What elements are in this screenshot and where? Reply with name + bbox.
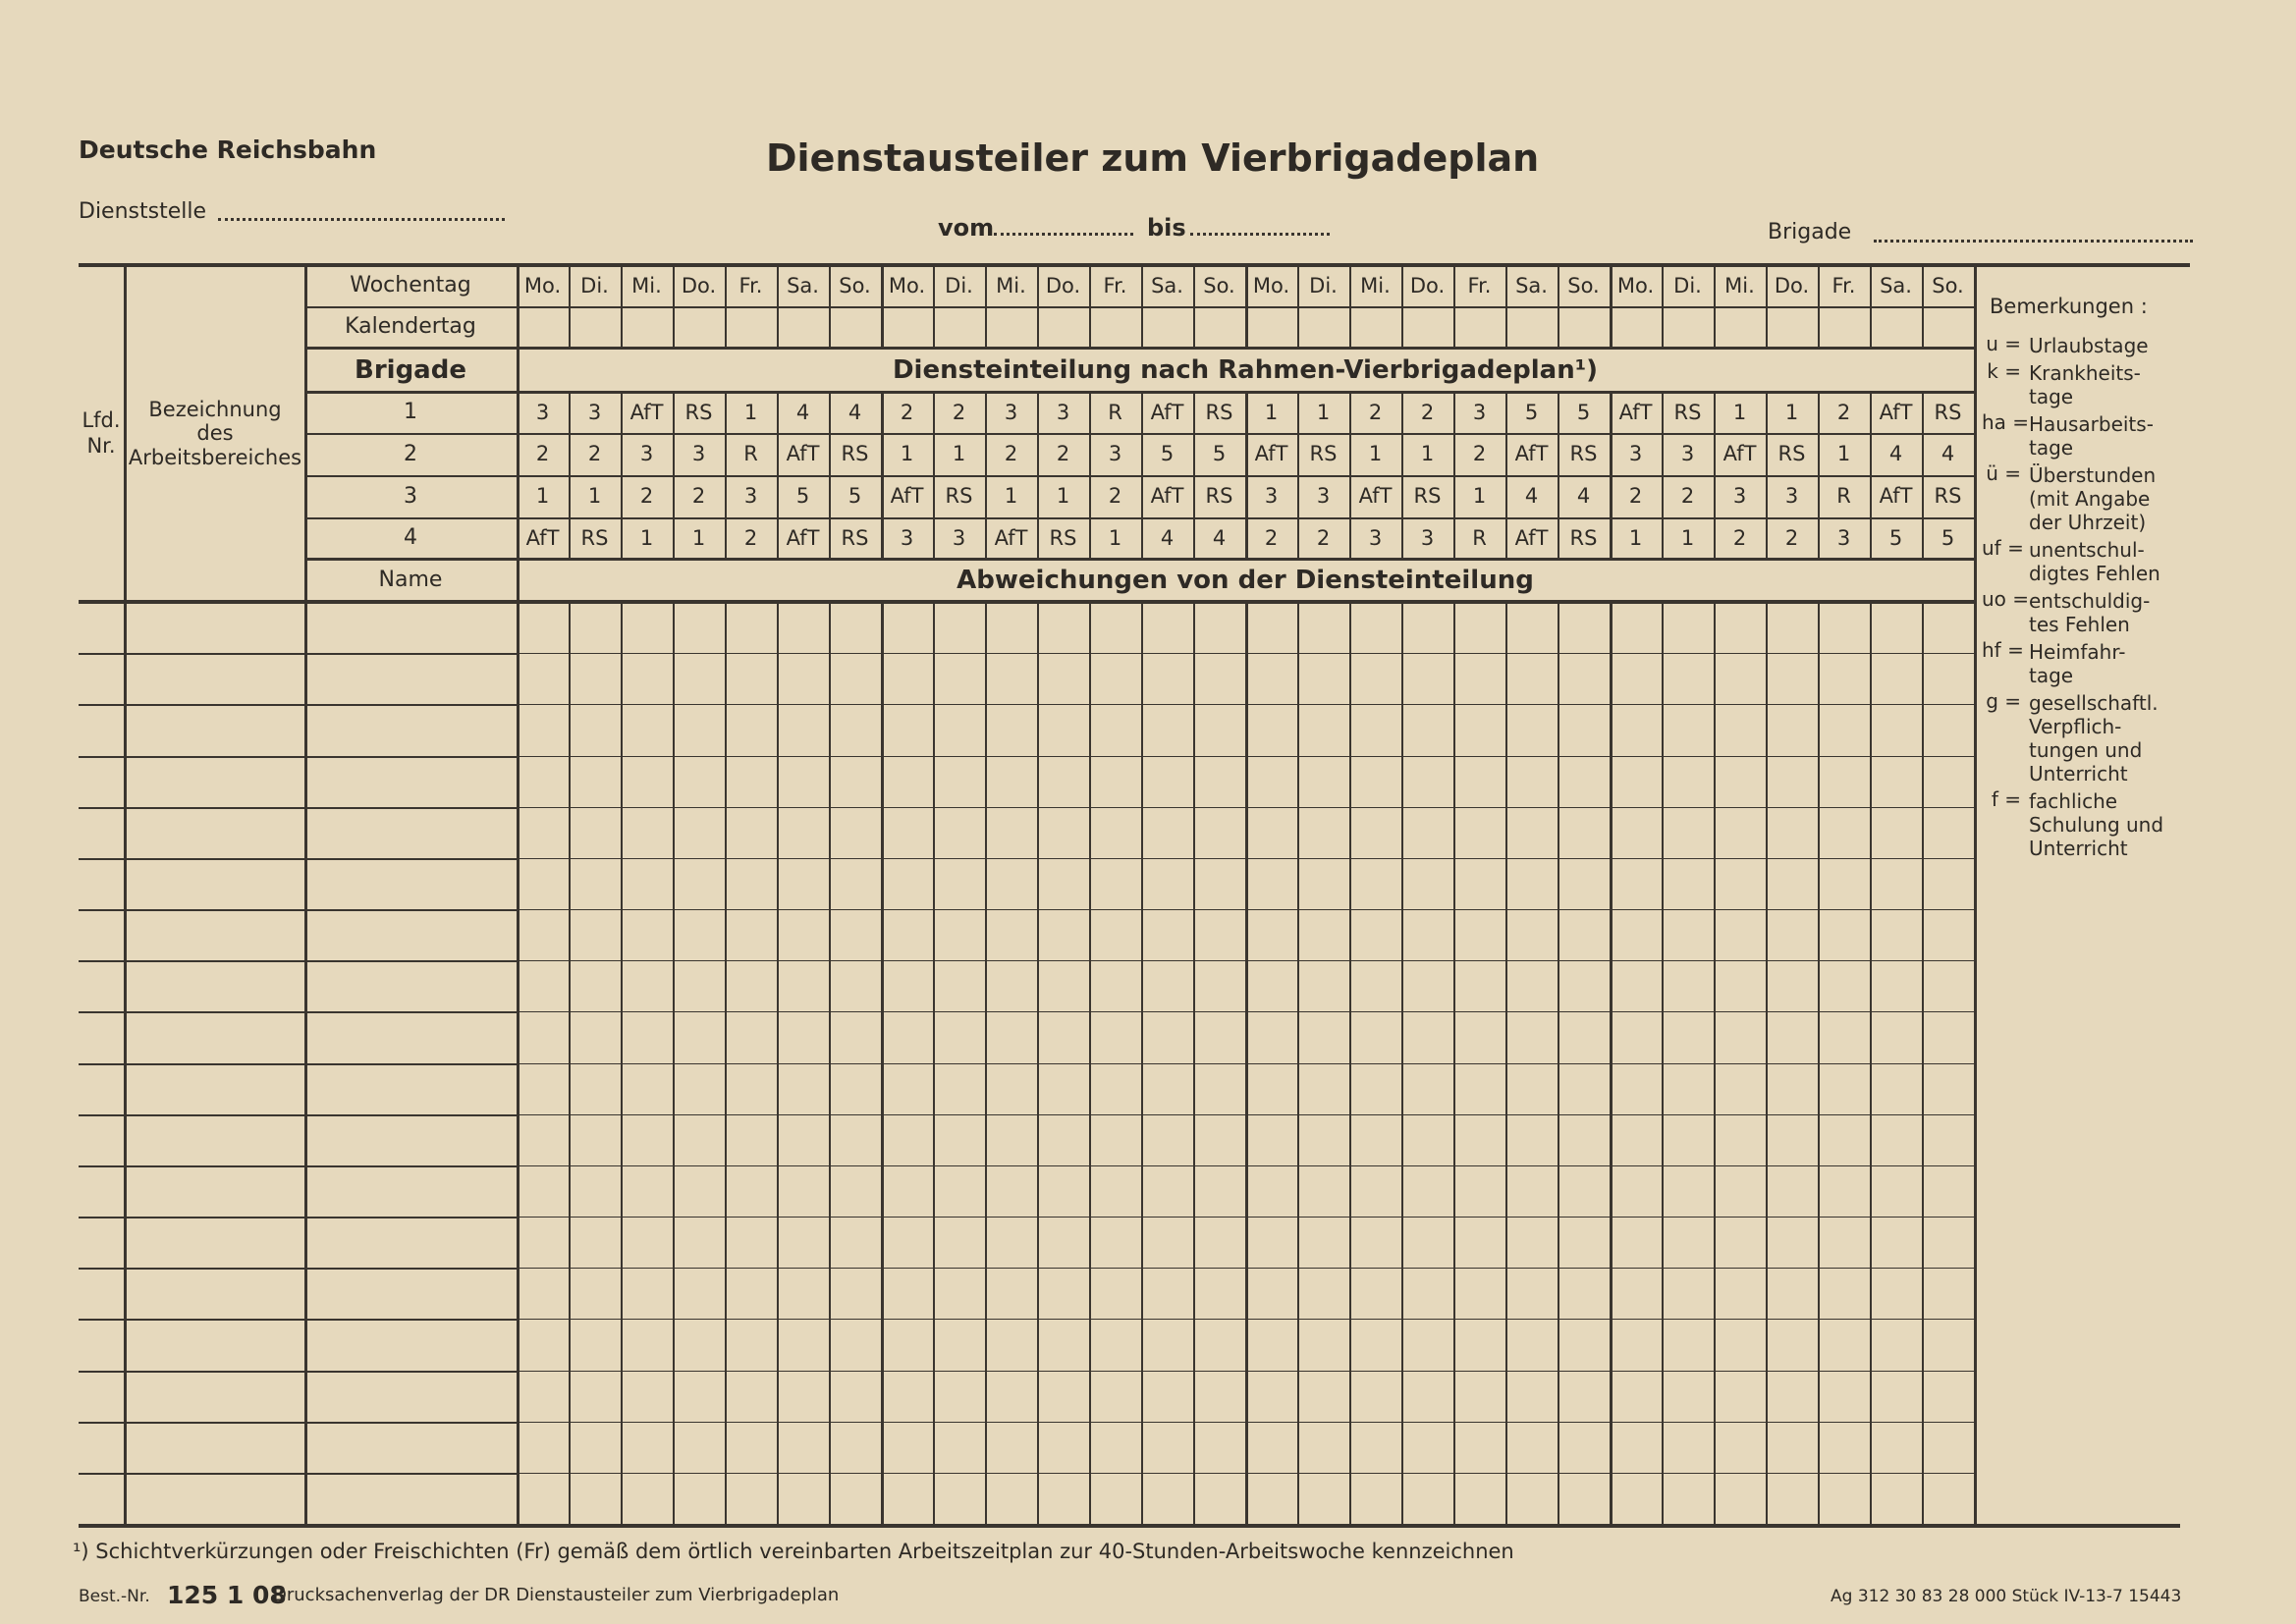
shift-cell: R — [1836, 484, 1851, 508]
weekday-cell: Mi. — [1724, 273, 1755, 298]
shift-cell: 4 — [1160, 525, 1175, 550]
best-label: Best.-Nr. — [79, 1587, 150, 1606]
remark-code: ha = — [1982, 410, 2030, 434]
print-code: Ag 312 30 83 28 000 Stück IV-13-7 15443 — [1831, 1587, 2182, 1606]
shift-cell: 2 — [1628, 484, 1643, 508]
weekday-cell: Mo. — [888, 273, 926, 298]
shift-cell: 4 — [1888, 442, 1903, 465]
weekday-cell: Do. — [1774, 273, 1810, 298]
weekday-cell: Fr. — [1467, 273, 1492, 298]
remarks-title: Bemerkungen : — [1990, 295, 2148, 318]
shift-cell: 4 — [1941, 442, 1955, 465]
shift-cell: 1 — [1420, 442, 1435, 465]
shift-cell: RS — [1569, 442, 1598, 465]
kalendertag-cell[interactable] — [621, 306, 673, 348]
shift-cell: 3 — [1836, 525, 1851, 550]
weekday-cell: So. — [1567, 273, 1600, 298]
shift-cell: 1 — [1472, 484, 1487, 508]
shift-cell: 1 — [1368, 442, 1383, 465]
lfd-nr-header: Lfd. Nr. — [82, 408, 121, 458]
shift-cell: 2 — [1056, 442, 1070, 465]
weekday-cell: Sa. — [1880, 273, 1912, 298]
shift-cell: 2 — [952, 400, 966, 424]
weekday-cell: Mi. — [996, 273, 1026, 298]
shift-cell: 4 — [795, 400, 810, 424]
shift-cell: 1 — [1628, 525, 1643, 550]
weekday-cell: So. — [1932, 273, 1964, 298]
shift-cell: AfT — [1514, 442, 1549, 465]
shift-cell: RS — [1413, 484, 1442, 508]
shift-cell: 1 — [900, 442, 914, 465]
shift-cell: 3 — [1472, 400, 1487, 424]
name-column-label: Name — [378, 568, 443, 592]
dienststelle-label: Dienststelle — [79, 199, 207, 224]
section-plan-title: Diensteinteilung nach Rahmen-Vierbrigadeplan¹) — [892, 354, 1599, 385]
kalendertag-cell[interactable] — [1349, 306, 1401, 348]
shift-cell: AfT — [1722, 442, 1757, 465]
shift-cell: 2 — [691, 484, 706, 508]
shift-cell: 2 — [900, 400, 914, 424]
shift-cell: 2 — [1836, 400, 1851, 424]
shift-cell: RS — [841, 442, 869, 465]
remark-text: Urlaubstage — [2029, 334, 2149, 357]
section-abw-title: Abweichungen von der Diensteinteilung — [957, 566, 1534, 595]
shift-cell: 2 — [1784, 525, 1799, 550]
shift-cell: AfT — [1879, 400, 1913, 424]
kalendertag-cell[interactable] — [1089, 306, 1141, 348]
brigade-label: Brigade — [1768, 220, 1852, 244]
best-number: 125 1 08 — [167, 1581, 287, 1609]
shift-cell: AfT — [890, 484, 924, 508]
shift-cell: 3 — [1628, 442, 1643, 465]
page-title: Dienstausteiler zum Vierbrigadeplan — [766, 136, 1540, 180]
shift-cell: 5 — [1888, 525, 1903, 550]
shift-cell: 2 — [587, 442, 602, 465]
shift-cell: 2 — [1420, 400, 1435, 424]
weekday-cell: Di. — [1309, 273, 1338, 298]
kalendertag-cell[interactable] — [1037, 306, 1089, 348]
remark-text: Hausarbeits- tage — [2029, 412, 2154, 460]
shift-cell: RS — [1934, 484, 1962, 508]
shift-cell: AfT — [1254, 442, 1288, 465]
shift-cell: 2 — [1108, 484, 1122, 508]
remark-code: u = — [1986, 332, 2021, 355]
remark-text: gesellschaftl. Verpflich- tungen und Unterricht — [2029, 691, 2159, 785]
shift-cell: 4 — [847, 400, 862, 424]
brigade-column-label: Brigade — [355, 354, 466, 385]
kalendertag-cell[interactable] — [1714, 306, 1766, 348]
shift-cell: 5 — [795, 484, 810, 508]
shift-cell: R — [743, 442, 758, 465]
kalendertag-cell[interactable] — [1662, 306, 1714, 348]
shift-cell: AfT — [994, 525, 1028, 550]
remark-text: fachliche Schulung und Unterricht — [2029, 789, 2164, 860]
shift-cell: 3 — [587, 400, 602, 424]
kalendertag-cell[interactable] — [1297, 306, 1349, 348]
kalendertag-cell[interactable] — [725, 306, 777, 348]
shift-cell: R — [1108, 400, 1122, 424]
shift-cell: 2 — [1680, 484, 1695, 508]
shift-cell: AfT — [1514, 525, 1549, 550]
shift-cell: 2 — [1004, 442, 1018, 465]
remark-text: Heimfahr- tage — [2029, 640, 2126, 687]
kalendertag-cell[interactable] — [1818, 306, 1870, 348]
shift-cell: 3 — [1784, 484, 1799, 508]
shift-cell: RS — [1309, 442, 1338, 465]
weekday-cell: So. — [839, 273, 871, 298]
shift-cell: RS — [1777, 442, 1806, 465]
brigade-number: 3 — [404, 483, 417, 509]
shift-cell: 3 — [1732, 484, 1747, 508]
shift-cell: 3 — [1680, 442, 1695, 465]
remark-text: Überstunden (mit Angabe der Uhrzeit) — [2029, 463, 2157, 534]
weekday-cell: Do. — [681, 273, 717, 298]
remark-code: f = — [1991, 787, 2021, 811]
shift-cell: AfT — [786, 525, 820, 550]
org-name: Deutsche Reichsbahn — [79, 135, 377, 164]
weekday-cell: So. — [1203, 273, 1235, 298]
kalendertag-cell[interactable] — [933, 306, 985, 348]
shift-cell: RS — [945, 484, 973, 508]
shift-cell: 2 — [1368, 400, 1383, 424]
weekday-cell: Fr. — [738, 273, 763, 298]
shift-cell: 1 — [1784, 400, 1799, 424]
remark-text: unentschul- digtes Fehlen — [2029, 538, 2160, 585]
brigade-number: 2 — [404, 441, 417, 466]
shift-cell: 1 — [952, 442, 966, 465]
kalendertag-cell[interactable] — [1766, 306, 1818, 348]
brigade-number: 4 — [404, 525, 417, 550]
shift-cell: 3 — [1056, 400, 1070, 424]
shift-cell: 5 — [1160, 442, 1175, 465]
weekday-cell: Fr. — [1831, 273, 1856, 298]
shift-cell: 5 — [1941, 525, 1955, 550]
weekday-cell: Sa. — [787, 273, 819, 298]
wochentag-label: Wochentag — [350, 273, 471, 298]
weekday-cell: Fr. — [1103, 273, 1127, 298]
brigade-number: 1 — [404, 400, 417, 424]
shift-cell: RS — [1934, 400, 1962, 424]
bis-label: bis — [1147, 214, 1186, 242]
remark-code: uf = — [1982, 536, 2024, 560]
shift-cell: 3 — [1264, 484, 1279, 508]
shift-cell: AfT — [1150, 400, 1184, 424]
remark-code: hf = — [1982, 638, 2024, 662]
shift-cell: 1 — [1316, 400, 1331, 424]
shift-cell: 1 — [1264, 400, 1279, 424]
shift-cell: 3 — [952, 525, 966, 550]
shift-cell: RS — [1205, 400, 1233, 424]
publisher-line: Drucksachenverlag der DR Dienstausteiler zum Vierbrigadeplan — [273, 1585, 840, 1605]
kalendertag-cell[interactable] — [1610, 306, 1662, 348]
weekday-cell: Di. — [1673, 273, 1702, 298]
kalendertag-cell[interactable] — [569, 306, 621, 348]
shift-cell: AfT — [1879, 484, 1913, 508]
weekday-cell: Mi. — [1360, 273, 1391, 298]
kalendertag-cell[interactable] — [777, 306, 829, 348]
remark-code: uo = — [1982, 587, 2030, 611]
kalendertag-cell[interactable] — [985, 306, 1037, 348]
kalendertag-cell[interactable] — [1870, 306, 1922, 348]
kalendertag-cell[interactable] — [673, 306, 725, 348]
shift-cell: 3 — [1420, 525, 1435, 550]
remark-code: ü = — [1986, 461, 2021, 485]
weekday-cell: Sa. — [1515, 273, 1548, 298]
remark-text: Krankheits- tage — [2029, 361, 2141, 408]
shift-cell: 1 — [587, 484, 602, 508]
shift-cell: RS — [684, 400, 713, 424]
shift-cell: 5 — [1576, 400, 1591, 424]
shift-cell: 1 — [1680, 525, 1695, 550]
kalendertag-cell[interactable] — [1505, 306, 1558, 348]
shift-cell: AfT — [1618, 400, 1653, 424]
shift-cell: 2 — [743, 525, 758, 550]
shift-cell: 5 — [847, 484, 862, 508]
shift-cell: RS — [1673, 400, 1702, 424]
shift-cell: AfT — [525, 525, 560, 550]
shift-cell: AfT — [1358, 484, 1393, 508]
kalendertag-cell[interactable] — [517, 306, 569, 348]
kalendertag-label: Kalendertag — [345, 314, 476, 339]
shift-cell: 4 — [1576, 484, 1591, 508]
shift-cell: RS — [841, 525, 869, 550]
kalendertag-cell[interactable] — [1401, 306, 1453, 348]
shift-cell: 3 — [1316, 484, 1331, 508]
shift-cell: 3 — [639, 442, 654, 465]
shift-cell: 4 — [1212, 525, 1227, 550]
shift-cell: 1 — [535, 484, 550, 508]
shift-cell: 1 — [639, 525, 654, 550]
shift-cell: 2 — [639, 484, 654, 508]
bezeichnung-header: Bezeichnung des Arbeitsbereiches — [128, 398, 302, 469]
shift-cell: 1 — [1056, 484, 1070, 508]
remark-text: entschuldig- tes Fehlen — [2029, 589, 2151, 636]
shift-cell: 2 — [535, 442, 550, 465]
shift-cell: 3 — [743, 484, 758, 508]
kalendertag-cell[interactable] — [1141, 306, 1193, 348]
weekday-cell: Mo. — [1252, 273, 1290, 298]
shift-cell: RS — [1205, 484, 1233, 508]
shift-cell: 3 — [1368, 525, 1383, 550]
shift-cell: 3 — [535, 400, 550, 424]
shift-cell: 1 — [1108, 525, 1122, 550]
weekday-cell: Di. — [945, 273, 973, 298]
weekday-cell: Do. — [1045, 273, 1081, 298]
shift-cell: 5 — [1524, 400, 1539, 424]
shift-cell: 4 — [1524, 484, 1539, 508]
shift-cell: 2 — [1316, 525, 1331, 550]
kalendertag-cell[interactable] — [829, 306, 881, 348]
shift-cell: 2 — [1264, 525, 1279, 550]
shift-cell: 1 — [1732, 400, 1747, 424]
shift-cell: AfT — [1150, 484, 1184, 508]
remark-code: g = — [1986, 689, 2021, 713]
shift-cell: RS — [1049, 525, 1077, 550]
kalendertag-cell[interactable] — [1558, 306, 1610, 348]
weekday-cell: Mi. — [631, 273, 662, 298]
shift-cell: 3 — [1108, 442, 1122, 465]
shift-cell: AfT — [629, 400, 664, 424]
shift-cell: R — [1472, 525, 1487, 550]
shift-cell: RS — [1569, 525, 1598, 550]
shift-cell: AfT — [786, 442, 820, 465]
shift-cell: 3 — [691, 442, 706, 465]
vom-label: vom — [938, 214, 995, 242]
weekday-cell: Sa. — [1151, 273, 1183, 298]
weekday-cell: Di. — [580, 273, 609, 298]
kalendertag-cell[interactable] — [1922, 306, 1974, 348]
shift-cell: RS — [580, 525, 609, 550]
shift-cell: 1 — [1004, 484, 1018, 508]
shift-cell: 3 — [1004, 400, 1018, 424]
footnote: ¹) Schichtverkürzungen oder Freischichten (Fr) gemäß dem örtlich vereinbarten Arbeitszeitplan zur 40-Stunden-Arbeitswoche kennzeichnen — [73, 1540, 1514, 1563]
shift-cell: 1 — [691, 525, 706, 550]
weekday-cell: Do. — [1409, 273, 1446, 298]
kalendertag-cell[interactable] — [1453, 306, 1505, 348]
weekday-cell: Mo. — [1616, 273, 1655, 298]
shift-cell: 2 — [1472, 442, 1487, 465]
shift-cell: 3 — [900, 525, 914, 550]
kalendertag-cell[interactable] — [881, 306, 933, 348]
shift-cell: 1 — [1836, 442, 1851, 465]
shift-cell: 1 — [743, 400, 758, 424]
weekday-cell: Mo. — [523, 273, 562, 298]
shift-cell: 2 — [1732, 525, 1747, 550]
kalendertag-cell[interactable] — [1245, 306, 1297, 348]
remark-code: k = — [1987, 359, 2021, 383]
shift-cell: 5 — [1212, 442, 1227, 465]
kalendertag-cell[interactable] — [1193, 306, 1245, 348]
